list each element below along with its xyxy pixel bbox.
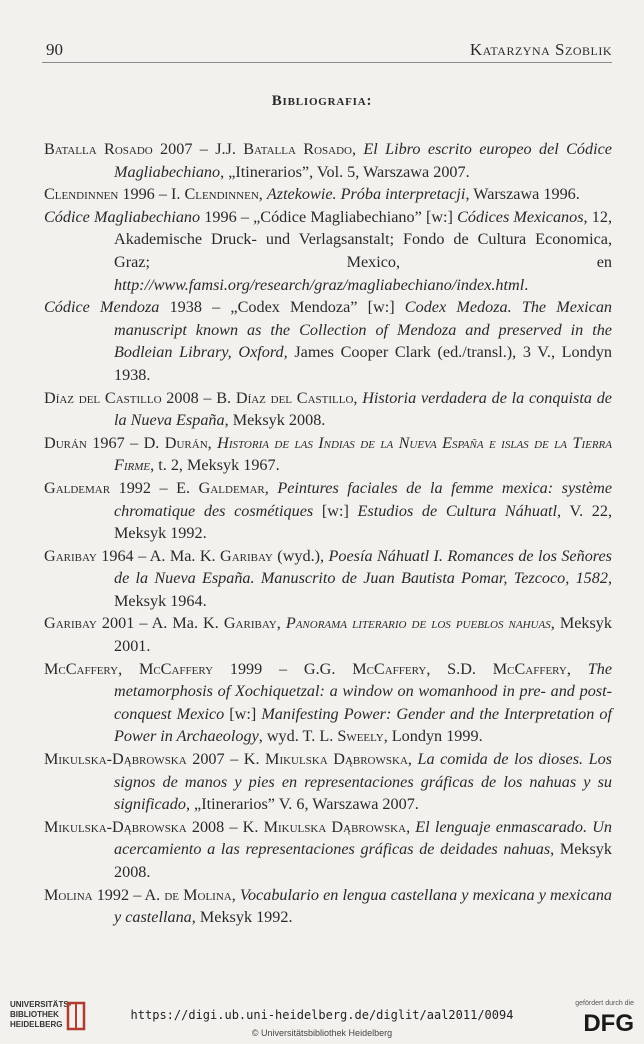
footer bbox=[0, 998, 644, 1044]
bibliography-entry: Batalla Rosado 2007 – J.J. Batalla Rosado, El Libro escrito europeo del Códice Magliabechiano, „Itinerarios”, Vol. 5, Warszawa 2007. bbox=[44, 140, 612, 181]
funding-note: gefördert durch die bbox=[575, 1000, 634, 1007]
bibliography-entry: McCaffery, McCaffery 1999 – G.G. McCaffery, S.D. McCaffery, The metamorphosis of Xochiquetzal: a window on womanhood in pre- and post-conquest Mexico [w:] Manifesting Power: Gender and the Interpretation of Power in Archaeology, wyd. T. L. Sweely, Londyn 1999. bbox=[44, 659, 613, 746]
bibliography-entry: Durán 1967 – D. Durán, Historia de las Indias de la Nueva España e islas de la Tierra Firme, t. 2, Meksyk 1967. bbox=[44, 433, 612, 475]
digital-library-link[interactable]: https://digi.ub.uni-heidelberg.de/diglit/aal2011/0094 bbox=[130, 1008, 514, 1022]
bibliography-entry: Molina 1992 – A. de Molina, Vocabulario en lengua castellana y mexicana y mexicana y castellana, Meksyk 1992. bbox=[44, 885, 613, 927]
bibliography-list bbox=[44, 138, 612, 929]
bibliography-entry: Códice Mendoza 1938 – „Codex Mendoza” [w:] Codex Medoza. The Mexican manuscript known as the Collection of Mendoza and preserved in the Bodleian Library, Oxford, James Cooper Clark (ed./transl.), 3 V., Londyn 1938. bbox=[44, 298, 613, 384]
page-number: 90 bbox=[46, 40, 63, 59]
bibliography-entry: Galdemar 1992 – E. Galdemar, Peintures faciales de la femme mexica: système chromatique des cosmétiques [w:] Estudios de Cultura Náhuatl, V. 22, Meksyk 1992. bbox=[44, 478, 613, 543]
bibliography-entry: Mikulska-Dąbrowska 2007 – K. Mikulska Dąbrowska, La comida de los dioses. Los signos de manos y pies en representaciones gráficas de los nahuas y su significado, „Itinerarios” V. 6, Warszawa 2007. bbox=[44, 750, 612, 814]
running-head: Katarzyna Szoblik bbox=[469, 40, 612, 59]
bibliography-entry: Garibay 1964 – A. Ma. K. Garibay (wyd.), Poesía Náhuatl I. Romances de los Señores de la Nueva España. Manuscrito de Juan Bautista Pomar, Tezcoco, 1582, Meksyk 1964. bbox=[44, 546, 612, 610]
bibliography-entry: Mikulska-Dąbrowska 2008 – K. Mikulska Dąbrowska, El lenguaje enmascarado. Un acercamiento a las representaciones gráficas de deidades nahuas, Meksyk 2008. bbox=[44, 817, 612, 881]
page-header bbox=[42, 38, 612, 63]
bibliography-entry: Garibay 2001 – A. Ma. K. Garibay, Panorama literario de los pueblos nahuas, Meksyk 2001. bbox=[44, 614, 612, 656]
library-logo[interactable]: UNIVERSITÄTS-BIBLIOTHEK HEIDELBERG bbox=[10, 1000, 72, 1029]
section-title: Bibliografia: bbox=[271, 93, 373, 109]
bibliography-entry: Códice Magliabechiano 1996 – „Códice Magliabechiano” [w:] Códices Mexicanos, 12, Akademische Druck- und Verlagsanstalt; Fondo de Cultura Economica, Graz; Mexico, en http://www.famsi.org/research/graz/magliabechiano/index.html. bbox=[44, 207, 612, 294]
copyright-notice: © Universitätsbibliothek Heidelberg bbox=[251, 1028, 393, 1038]
reference-link: http://www.famsi.org/research/graz/magliabechiano/index.html bbox=[114, 275, 525, 294]
bibliography-entry: Díaz del Castillo 2008 – B. Díaz del Castillo, Historia verdadera de la conquista de la Nueva España, Meksyk 2008. bbox=[44, 388, 612, 430]
bibliography-entry: Clendinnen 1996 – I. Clendinnen, Aztekowie. Próba interpretacji, Warszawa 1996. bbox=[44, 185, 580, 204]
dfg-logo[interactable]: DFG bbox=[583, 1010, 634, 1037]
